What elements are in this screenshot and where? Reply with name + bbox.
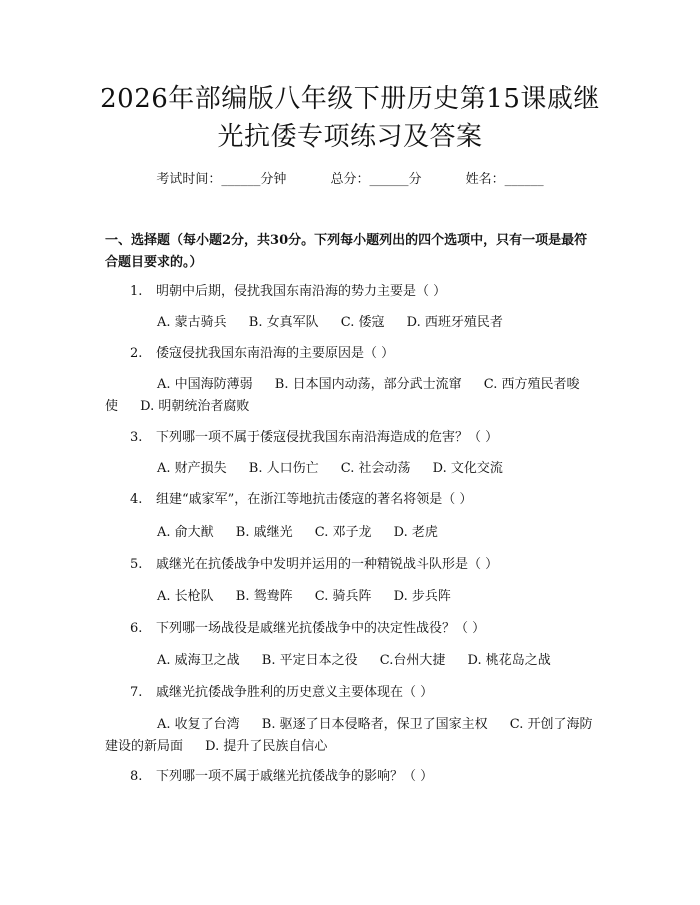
exam-time: 考试时间：______分钟 [156,172,287,187]
question-text: 戚继光在抗倭战争中发明并运用的一种精锐战斗队形是（ ） [156,557,499,572]
question-4 [130,490,600,510]
option-a: A. 蒙古骑兵 [157,315,227,330]
question-text: 倭寇侵扰我国东南沿海的主要原因是（ ） [156,346,395,361]
option-b: B. 驱逐了日本侵略者，保卫了国家主权 [261,717,488,732]
question-1 [130,282,600,302]
option-d: D. 文化交流 [432,461,503,476]
option-b: B. 鸳鸯阵 [235,589,293,604]
option-a: A. 长枪队 [157,589,214,604]
option-b: B. 日本国内动荡，部分武士流窜 [274,377,462,392]
option-d: D. 提升了民族自信心 [205,739,328,754]
option-b: B. 人口伤亡 [248,461,319,476]
section-heading: 一、选择题（每小题2分，共30分。下列每小题列出的四个选项中，只有一项是最符合题目要求的。） [105,233,588,270]
question-2 [130,344,600,364]
question-text: 明朝中后期，侵扰我国东南沿海的势力主要是（ ） [156,284,447,299]
title-line-2: 光抗倭专项练习及答案 [217,122,483,152]
option-a: A. 财产损失 [157,461,227,476]
option-c: C. 社会动荡 [340,461,411,476]
option-b: B. 女真军队 [248,315,319,330]
question-7-options [105,714,600,758]
title-line-1: 2026年部编版八年级下册历史第15课戚继 [100,84,600,114]
option-c: C. 开创了海防建设的新局面 [105,717,593,754]
option-c: C. 骑兵阵 [314,589,372,604]
question-number: 8. [130,769,143,784]
question-number: 2. [130,346,143,361]
question-number: 7. [130,685,143,700]
question-text: 下列哪一项不属于戚继光抗倭战争的影响？（ ） [156,769,434,784]
question-8 [130,767,600,787]
question-text: 组建“戚家军”，在浙江等地抗击倭寇的著名将领是（ ） [156,492,473,507]
option-b: B. 戚继光 [235,525,293,540]
question-6 [130,619,600,639]
question-6-options [105,650,600,672]
question-3-options [105,458,600,480]
question-4-options [105,522,600,544]
option-a: A. 威海卫之战 [157,653,240,668]
option-a: A. 中国海防薄弱 [157,377,253,392]
exam-meta [0,168,700,187]
question-1-options [105,312,600,334]
question-3 [130,428,600,448]
option-b: B. 平定日本之役 [261,653,358,668]
question-7 [130,683,600,703]
question-5-options [105,586,600,608]
option-d: D. 老虎 [393,525,438,540]
question-number: 6. [130,621,143,636]
question-number: 1. [130,284,143,299]
question-2-options [105,374,600,418]
option-c: C. 邓子龙 [314,525,372,540]
question-number: 3. [130,430,143,445]
question-5 [130,555,600,575]
option-d: D. 步兵阵 [393,589,451,604]
option-d: D. 桃花岛之战 [467,653,551,668]
question-number: 4. [130,492,143,507]
exam-score: 总分：______分 [330,172,422,187]
option-c: C. 西方殖民者唆使 [105,377,580,414]
option-d: D. 明朝统治者腐败 [140,399,250,414]
option-a: A. 俞大猷 [157,525,214,540]
exam-name: 姓名：______ [465,172,544,187]
question-number: 5. [130,557,143,572]
option-c: C.台州大捷 [379,653,446,668]
question-text: 下列哪一场战役是戚继光抗倭战争中的决定性战役？（ ） [156,621,486,636]
option-d: D. 西班牙殖民者 [406,315,503,330]
question-text: 戚继光抗倭战争胜利的历史意义主要体现在（ ） [156,685,434,700]
document-title [0,80,700,156]
option-c: C. 倭寇 [340,315,385,330]
option-a: A. 收复了台湾 [157,717,240,732]
question-text: 下列哪一项不属于倭寇侵扰我国东南沿海造成的危害？（ ） [156,430,499,445]
